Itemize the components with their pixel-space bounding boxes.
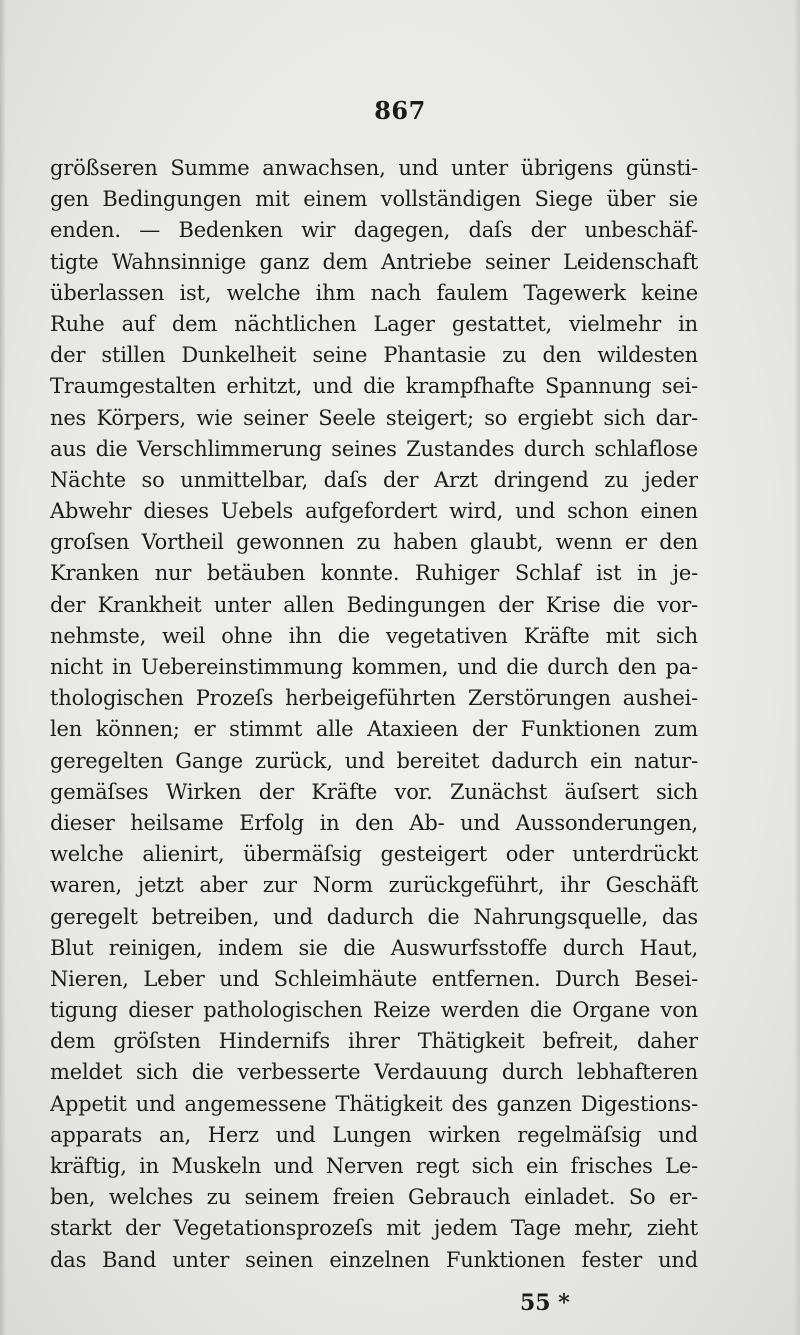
text-line: Abwehr dieses Uebels aufgefordert wird, und schon einen <box>50 499 698 524</box>
text-line: Ruhe auf dem nächtlichen Lager gestattet, vielmehr in <box>50 311 698 336</box>
text-line: waren, jetzt aber zur Norm zurückgeführt, ihr Geschäft <box>50 873 698 898</box>
text-line: welche alienirt, übermäſsig gesteigert oder unterdrückt <box>50 842 698 867</box>
text-line: der Krankheit unter allen Bedingungen der Krise die vor- <box>50 592 698 617</box>
text-line: apparats an, Herz und Lungen wirken regelmäſsig und <box>50 1122 698 1147</box>
page-left-edge <box>0 0 6 1335</box>
text-line: meldet sich die verbesserte Verdauung durch lebhafteren <box>50 1060 698 1085</box>
text-line: Blut reinigen, indem sie die Auswurfsstoffe durch Haut, <box>50 935 698 960</box>
text-line: Appetit und angemessene Thätigkeit des ganzen Digestions- <box>50 1091 698 1116</box>
text-line: len können; er stimmt alle Ataxieen der Funktionen zum <box>50 717 698 742</box>
signature-mark: 55 * <box>520 1290 570 1316</box>
text-line: tigung dieser pathologischen Reize werden die Organe von <box>50 998 698 1023</box>
body-text <box>50 153 698 1276</box>
text-line: enden. — Bedenken wir dagegen, daſs der unbeschäf- <box>50 218 698 243</box>
text-line: Kranken nur betäuben konnte. Ruhiger Schlaf ist in je- <box>50 561 698 586</box>
text-line: ben, welches zu seinem freien Gebrauch einladet. So er- <box>50 1185 698 1210</box>
text-line: aus die Verschlimmerung seines Zustandes durch schlaflose <box>50 436 698 461</box>
text-line: gen Bedingungen mit einem vollständigen Siege über sie <box>50 187 698 212</box>
text-line: nicht in Uebereinstimmung kommen, und die durch den pa- <box>50 655 698 679</box>
text-line: geregelt betreiben, und dadurch die Nahrungsquelle, das <box>50 904 698 929</box>
text-line: dem gröſsten Hindernifs ihrer Thätigkeit befreit, daher <box>50 1029 698 1054</box>
text-line: größseren Summe anwachsen, und unter übrigens günsti- <box>50 156 698 180</box>
text-line: überlassen ist, welche ihm nach faulem Tagewerk keine <box>50 280 698 305</box>
text-line: Nieren, Leber und Schleimhäute entfernen. Durch Besei- <box>50 966 698 991</box>
page-number: 867 <box>374 96 426 125</box>
text-line: geregelten Gange zurück, und bereitet dadurch ein natur- <box>50 748 698 773</box>
text-line: tigte Wahnsinnige ganz dem Antriebe seiner Leidenschaft <box>50 249 698 274</box>
text-line: der stillen Dunkelheit seine Phantasie zu den wildesten <box>50 343 698 368</box>
text-line: Traumgestalten erhitzt, und die krampfhafte Spannung sei- <box>50 374 698 399</box>
text-line: starkt der Vegetationsprozeſs mit jedem Tage mehr, zieht <box>50 1216 698 1241</box>
text-line: thologischen Prozeſs herbeigeführten Zerstörungen aushei- <box>50 686 698 711</box>
text-line: kräftig, in Muskeln und Nerven regt sich ein frisches Le- <box>50 1154 698 1178</box>
text-line: nes Körpers, wie seiner Seele steigert; so ergiebt sich dar- <box>50 405 698 430</box>
text-line: Nächte so unmittelbar, daſs der Arzt dringend zu jeder <box>50 467 698 492</box>
text-line: nehmste, weil ohne ihn die vegetativen Kräfte mit sich <box>50 623 698 648</box>
text-line: das Band unter seinen einzelnen Funktionen fester und <box>50 1247 698 1272</box>
text-line: groſsen Vortheil gewonnen zu haben glaubt, wenn er den <box>50 530 698 555</box>
text-line: dieser heilsame Erfolg in den Ab- und Aussonderungen, <box>50 810 698 835</box>
page-right-edge <box>794 0 800 1335</box>
text-line: gemäſses Wirken der Kräfte vor. Zunächst äuſsert sich <box>50 779 698 804</box>
